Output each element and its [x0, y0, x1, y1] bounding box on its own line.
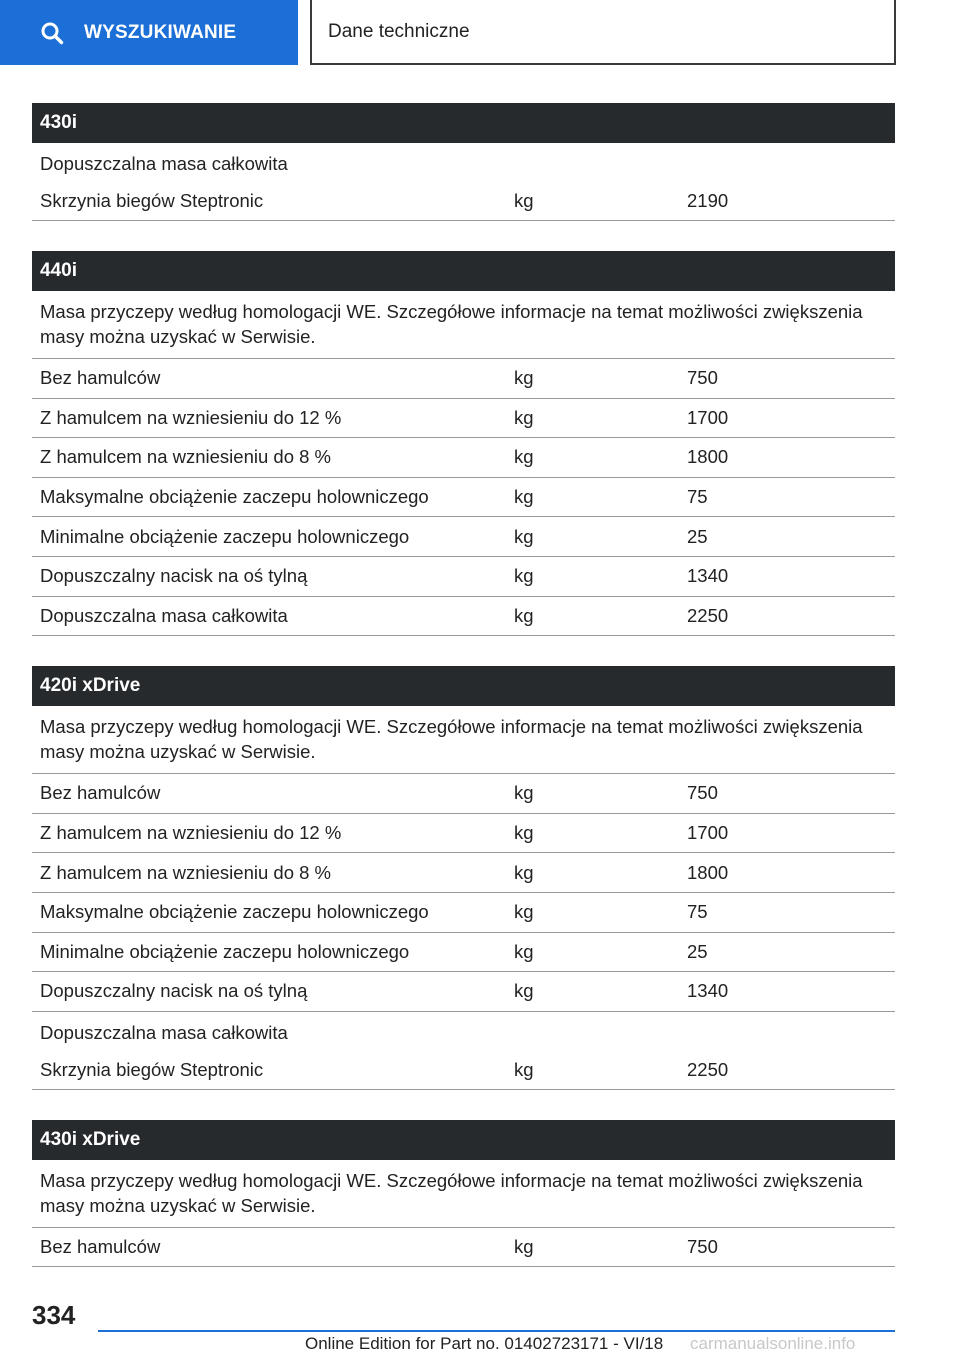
spec-row-label: Dopuszczalna masa całkowita	[40, 1021, 288, 1043]
spec-row-unit: kg	[514, 486, 534, 508]
spec-row-unit: kg	[514, 901, 534, 923]
spec-row-label: Minimalne obciążenie zaczepu holowniczego	[40, 940, 410, 962]
spec-row-value: 75	[687, 901, 708, 923]
spec-row	[32, 933, 895, 973]
spec-row-unit: kg	[514, 190, 534, 211]
spec-section-440i	[32, 251, 895, 636]
spec-row	[32, 814, 895, 854]
spec-row-label: Z hamulcem na wzniesieniu do 12 %	[40, 822, 342, 844]
spec-row-label: Minimalne obciążenie zaczepu holowniczego	[40, 525, 410, 547]
spec-row-unit: kg	[514, 940, 534, 962]
spec-row-unit: kg	[514, 565, 534, 587]
spec-row-unit: kg	[514, 861, 534, 883]
spec-row-unit: kg	[514, 604, 534, 626]
spec-row	[32, 399, 895, 439]
spec-row-value: 1700	[687, 406, 729, 428]
spec-row	[32, 774, 895, 814]
spec-row-value: 1700	[687, 822, 729, 844]
spec-row-value: 750	[687, 782, 718, 804]
spec-row-unit: kg	[514, 1058, 534, 1080]
spec-row-value: 2190	[687, 190, 729, 211]
spec-row	[32, 893, 895, 933]
spec-row-label: Maksymalne obciążenie zaczepu holowniczego	[40, 486, 429, 508]
spec-row-unit: kg	[514, 1236, 534, 1258]
spec-row-value: 1340	[687, 565, 729, 587]
spec-row-label: Dopuszczalna masa całkowita	[40, 153, 288, 174]
spec-row-value: 1340	[687, 980, 729, 1002]
spec-row-unit: kg	[514, 980, 534, 1002]
spec-row-unit: kg	[514, 446, 534, 468]
spec-row	[32, 359, 895, 399]
spec-row-label: Dopuszczalny nacisk na oś tylną	[40, 980, 308, 1002]
spec-row-label: Maksymalne obciążenie zaczepu holowniczego	[40, 901, 429, 923]
spec-section-430i-xdrive	[32, 1120, 895, 1268]
search-label: WYSZUKIWANIE	[84, 21, 237, 43]
chapter-title: Dane techniczne	[328, 20, 470, 42]
spec-row-label: Skrzynia biegów Steptronic	[40, 190, 264, 211]
spec-section-420i-xdrive	[32, 666, 895, 1090]
spec-row-unit: kg	[514, 782, 534, 804]
edition-note: Online Edition for Part no. 01402723171 - VI/18	[305, 1334, 664, 1353]
spec-row-value: 750	[687, 1236, 718, 1258]
spec-row-label: Z hamulcem na wzniesieniu do 8 %	[40, 446, 332, 468]
page-number: 334	[32, 1300, 76, 1330]
footer-divider	[98, 1330, 895, 1332]
spec-row-value: 750	[687, 367, 718, 389]
section-heading: 420i xDrive	[32, 666, 895, 706]
spec-row-value: 25	[687, 525, 708, 547]
spec-row-label: Dopuszczalny nacisk na oś tylną	[40, 565, 308, 587]
section-note: Masa przyczepy według homologacji WE. Szczegółowe informacje na temat możliwości zwiększenia masy można uzyskać w Serwisie.	[32, 706, 895, 774]
spec-row	[32, 557, 895, 597]
spec-row-value: 1800	[687, 861, 729, 883]
section-note: Masa przyczepy według homologacji WE. Szczegółowe informacje na temat możliwości zwiększenia masy można uzyskać w Serwisie.	[32, 1160, 895, 1228]
section-heading: 430i xDrive	[32, 1120, 895, 1160]
spec-row	[32, 972, 895, 1012]
spec-row-value: 25	[687, 940, 708, 962]
spec-row	[32, 438, 895, 478]
watermark: carmanualsonline.info	[690, 1334, 856, 1353]
spec-row	[32, 182, 895, 221]
spec-row-value: 75	[687, 486, 708, 508]
spec-row-label: Z hamulcem na wzniesieniu do 8 %	[40, 861, 332, 883]
spec-row-unit: kg	[514, 367, 534, 389]
spec-row-value: 1800	[687, 446, 729, 468]
section-heading: 440i	[32, 251, 895, 291]
spec-row	[32, 597, 895, 637]
spec-row-value: 2250	[687, 1058, 729, 1080]
spec-row-value: 2250	[687, 604, 729, 626]
spec-row-label: Dopuszczalna masa całkowita	[40, 604, 288, 626]
spec-content	[32, 103, 895, 1297]
spec-row-label: Bez hamulców	[40, 367, 161, 389]
spec-row	[32, 478, 895, 518]
spec-row-unit: kg	[514, 406, 534, 428]
section-note: Masa przyczepy według homologacji WE. Szczegółowe informacje na temat możliwości zwiększenia masy można uzyskać w Serwisie.	[32, 291, 895, 359]
spec-section-430i	[32, 103, 895, 221]
spec-row	[32, 853, 895, 893]
spec-row-label: Skrzynia biegów Steptronic	[40, 1058, 264, 1080]
spec-row-unit: kg	[514, 525, 534, 547]
chapter-title-tab[interactable]	[310, 0, 896, 65]
search-button[interactable]	[0, 0, 298, 65]
spec-row	[32, 1051, 895, 1090]
spec-row-label: Z hamulcem na wzniesieniu do 12 %	[40, 406, 342, 428]
section-heading: 430i	[32, 103, 895, 143]
search-icon	[40, 21, 64, 45]
spec-row	[32, 517, 895, 557]
spec-row-label: Bez hamulców	[40, 1236, 161, 1258]
spec-row	[32, 1228, 895, 1268]
spec-row-unit: kg	[514, 822, 534, 844]
spec-row-label: Bez hamulców	[40, 782, 161, 804]
